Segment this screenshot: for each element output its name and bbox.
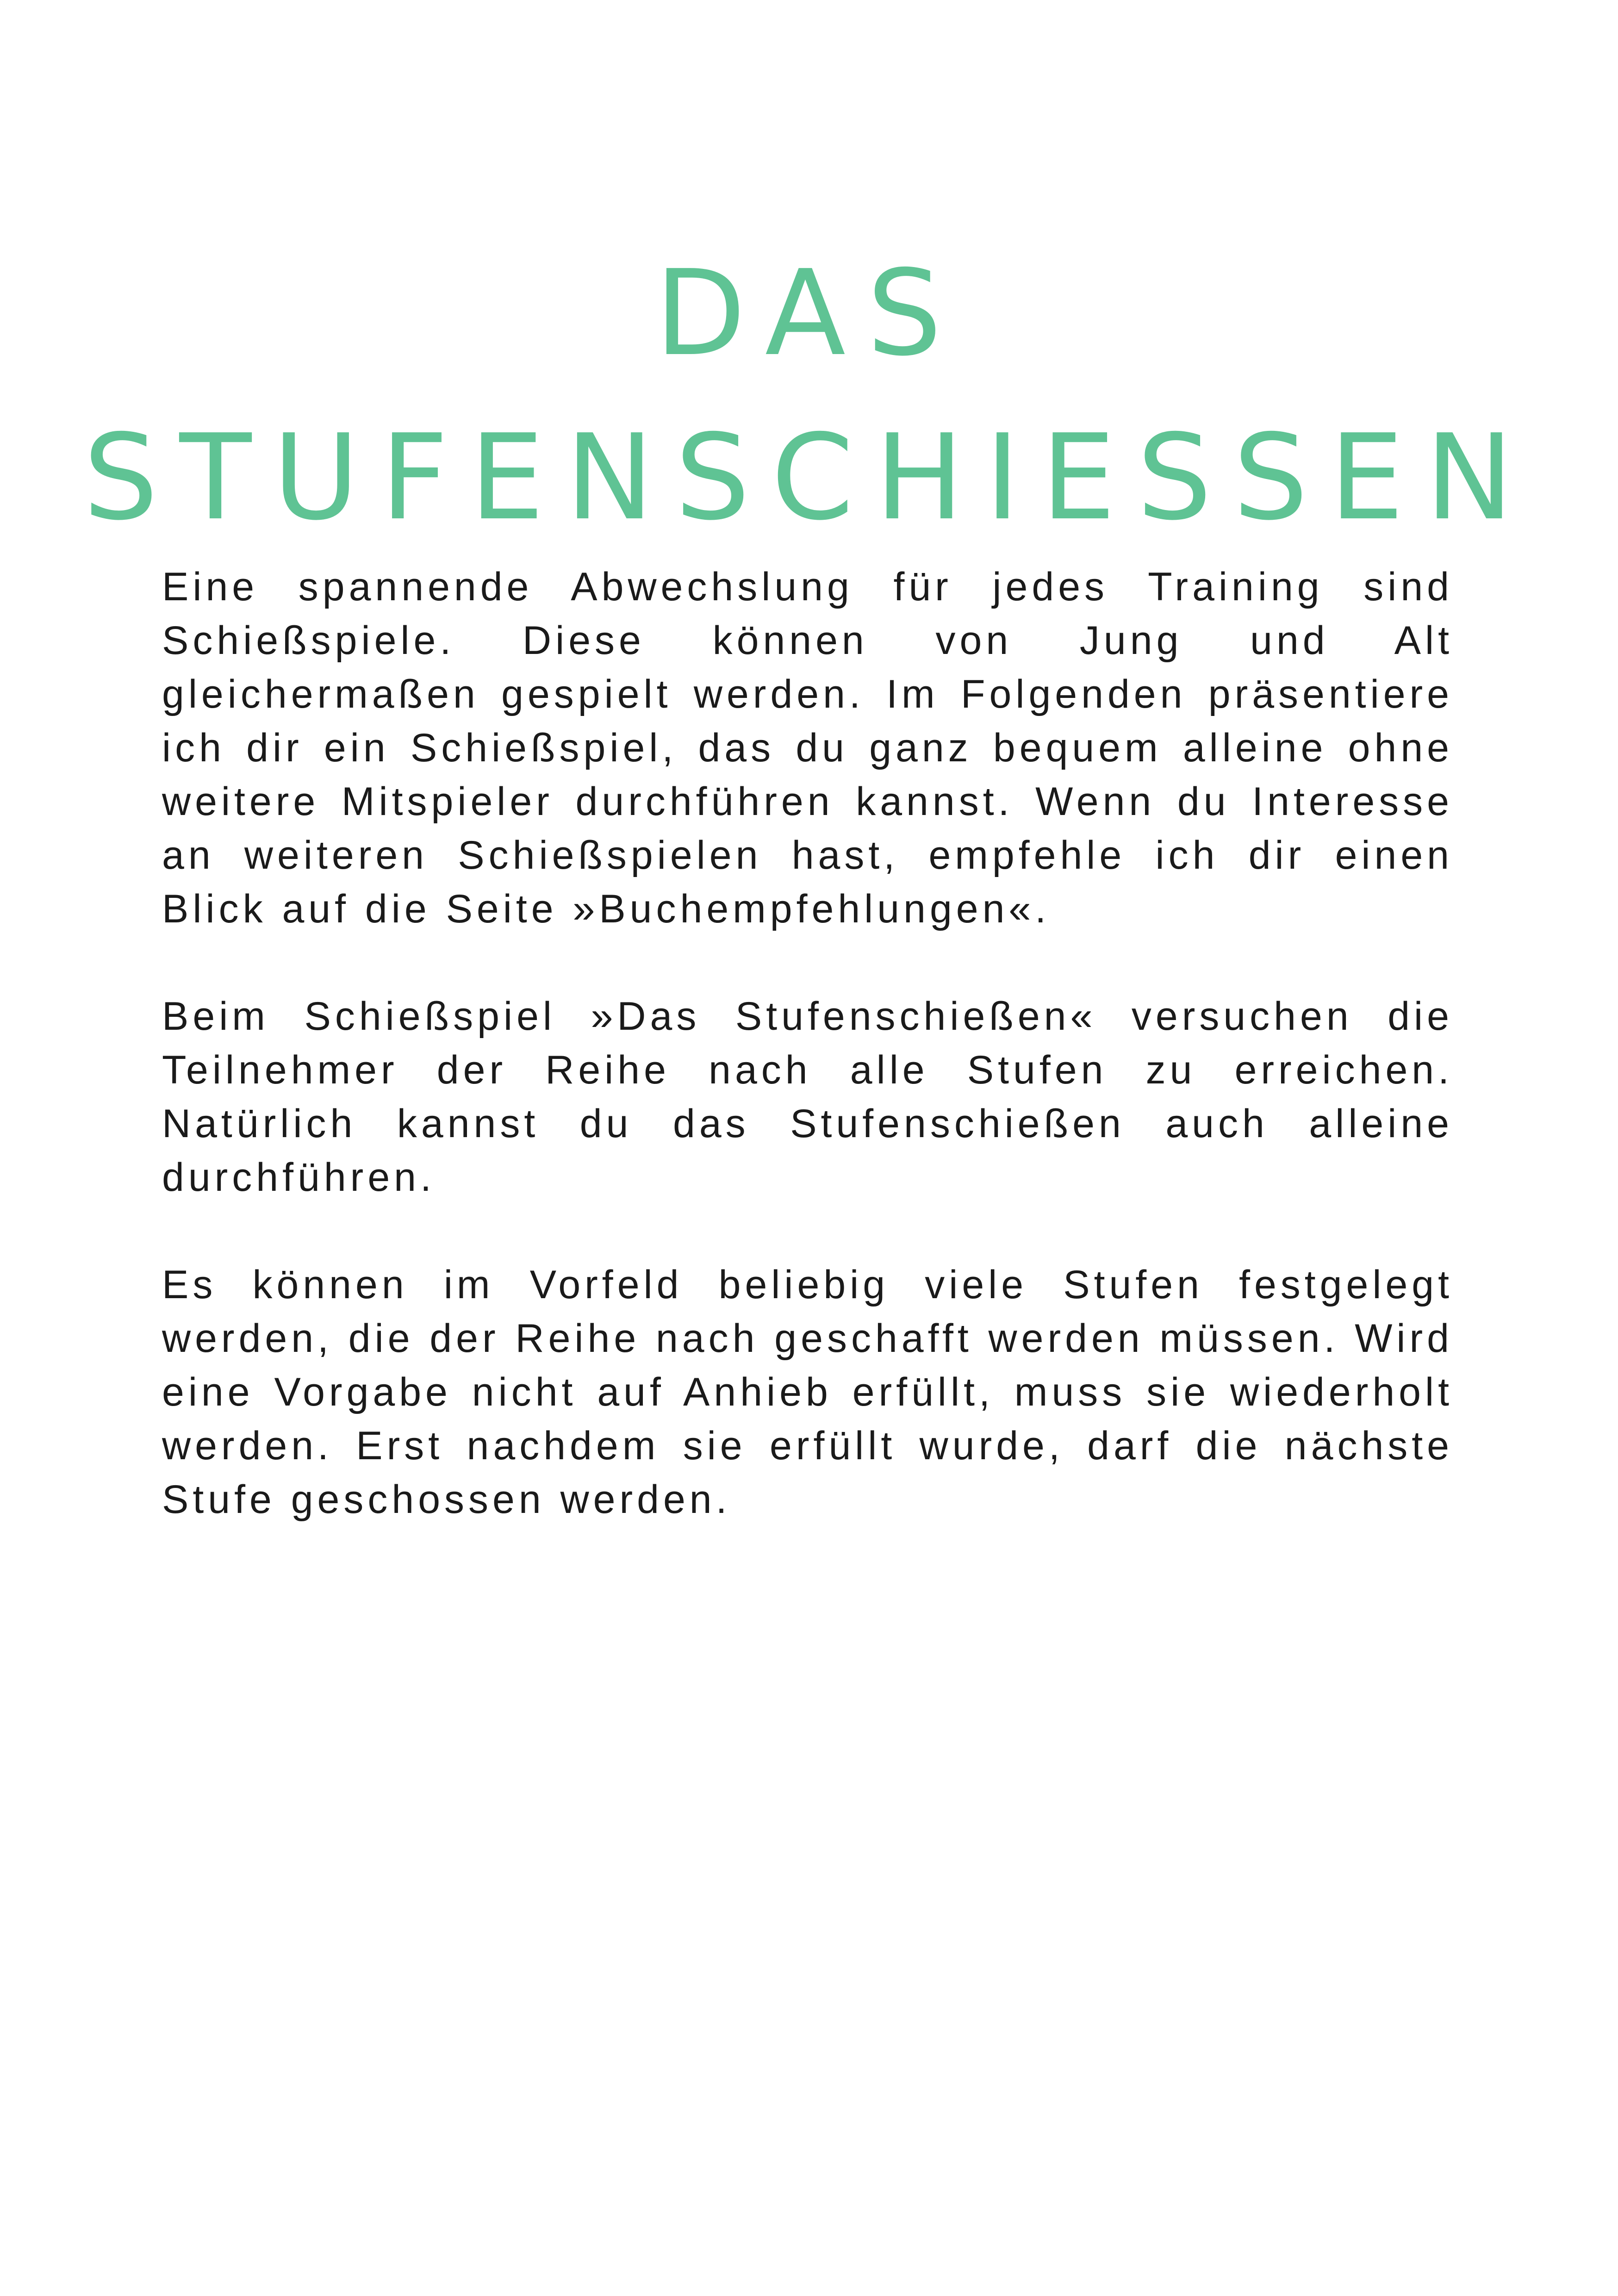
title-line-2: STUFENSCHIESSEN [83, 409, 1535, 547]
title-line-1: DAS [654, 245, 964, 382]
paragraph-intro: Eine spannende Abwechslung für jedes Training sind Schießspiele. Diese können von Jung und Alt gleichermaßen gespielt werden. Im Folgenden präsentiere ich dir ein Schießspiel, das du ganz bequem alleine ohne weitere Mitspieler durchführen kannst. Wenn du Interesse an weiteren Schießspielen hast, empfehle ich dir einen Blick auf die Seite »Buchempfehlungen«. [162, 565, 1453, 931]
body-text [162, 560, 1453, 1580]
page-title [0, 231, 1618, 560]
paragraph-stages: Es können im Vorfeld beliebig viele Stufen festgelegt werden, die der Reihe nach geschafft werden müssen. Wird eine Vorgabe nicht auf Anhieb erfüllt, muss sie wiederholt werden. Erst nachdem sie erfüllt wurde, darf die nächste Stufe geschossen werden. [162, 1263, 1453, 1522]
paragraph-rules: Beim Schießspiel »Das Stufenschießen« versuchen die Teilnehmer der Reihe nach alle Stufen zu erreichen. Natürlich kannst du das Stufenschießen auch alleine durchführen. [162, 994, 1453, 1200]
